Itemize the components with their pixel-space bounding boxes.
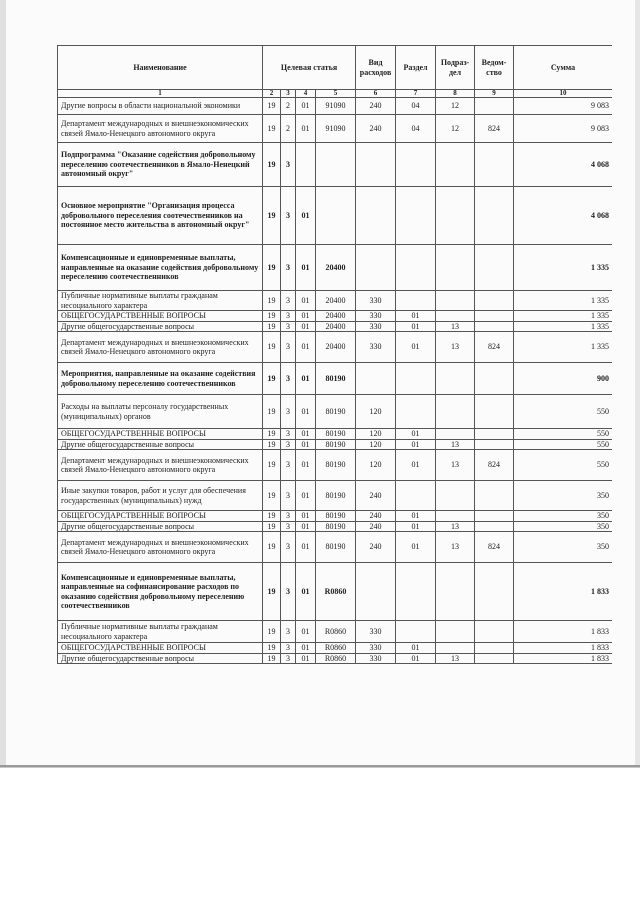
cell-section: 01 xyxy=(396,643,436,654)
cell-target-direction: 80190 xyxy=(316,429,356,440)
cell-target-subprogram: 3 xyxy=(281,363,296,395)
column-number: 8 xyxy=(436,90,475,98)
cell-section xyxy=(396,481,436,511)
cell-target-event: 01 xyxy=(296,621,316,643)
cell-section: 01 xyxy=(396,450,436,481)
cell-target-subprogram: 3 xyxy=(281,532,296,563)
cell-section: 01 xyxy=(396,521,436,532)
cell-section: 01 xyxy=(396,429,436,440)
cell-name: Департамент международных и внешнеэкономических связей Ямало-Ненецкого автономного округа xyxy=(58,532,263,563)
cell-subsection: 13 xyxy=(436,439,475,450)
cell-target-event: 01 xyxy=(296,653,316,664)
cell-name: Другие общегосударственные вопросы xyxy=(58,653,263,664)
cell-sum: 900 xyxy=(514,363,612,395)
cell-target-direction: 80190 xyxy=(316,363,356,395)
header-sum: Сумма xyxy=(514,46,612,90)
cell-target-event: 01 xyxy=(296,521,316,532)
cell-department xyxy=(475,643,514,654)
cell-expense-type: 120 xyxy=(356,450,396,481)
cell-sum: 4 068 xyxy=(514,187,612,245)
cell-subsection: 13 xyxy=(436,321,475,332)
column-number: 3 xyxy=(281,90,296,98)
cell-name: Публичные нормативные выплаты гражданам несоциального характера xyxy=(58,291,263,311)
table-row xyxy=(58,481,613,511)
cell-expense-type: 240 xyxy=(356,521,396,532)
cell-target-event: 01 xyxy=(296,563,316,621)
cell-target-program: 19 xyxy=(263,532,281,563)
cell-section: 01 xyxy=(396,311,436,322)
cell-sum: 550 xyxy=(514,429,612,440)
cell-sum: 1 335 xyxy=(514,311,612,322)
cell-sum: 4 068 xyxy=(514,143,612,187)
cell-sum: 350 xyxy=(514,532,612,563)
cell-target-program: 19 xyxy=(263,395,281,429)
cell-target-event: 01 xyxy=(296,643,316,654)
cell-expense-type: 330 xyxy=(356,311,396,322)
column-number: 1 xyxy=(58,90,263,98)
cell-expense-type xyxy=(356,143,396,187)
cell-target-program: 19 xyxy=(263,653,281,664)
cell-department xyxy=(475,98,514,115)
cell-target-direction: R0860 xyxy=(316,643,356,654)
cell-name: Компенсационные и единовременные выплаты, направленные на оказание содействия добровольному переселению соотечественников xyxy=(58,245,263,291)
table-row xyxy=(58,643,613,654)
cell-target-program: 19 xyxy=(263,563,281,621)
cell-department xyxy=(475,291,514,311)
cell-expense-type xyxy=(356,187,396,245)
header-subsection: Подраз-дел xyxy=(436,46,475,90)
cell-subsection xyxy=(436,363,475,395)
cell-target-event xyxy=(296,143,316,187)
cell-department: 824 xyxy=(475,332,514,363)
table-row xyxy=(58,115,613,143)
cell-target-subprogram: 3 xyxy=(281,395,296,429)
cell-target-direction xyxy=(316,143,356,187)
cell-name: Мероприятия, направленные на оказание содействия добровольному переселению соотечественников xyxy=(58,363,263,395)
cell-name: Подпрограмма "Оказание содействия добровольному переселению соотечественников в Ямало-Ненецкий автономный округ" xyxy=(58,143,263,187)
cell-target-program: 19 xyxy=(263,363,281,395)
cell-target-subprogram: 3 xyxy=(281,481,296,511)
cell-section xyxy=(396,395,436,429)
cell-target-direction: 20400 xyxy=(316,332,356,363)
cell-section xyxy=(396,143,436,187)
cell-target-direction: R0860 xyxy=(316,653,356,664)
cell-section xyxy=(396,621,436,643)
cell-target-direction: 20400 xyxy=(316,245,356,291)
cell-target-program: 19 xyxy=(263,187,281,245)
cell-target-direction: 80190 xyxy=(316,395,356,429)
table-row xyxy=(58,653,613,664)
cell-department xyxy=(475,511,514,522)
cell-target-event: 01 xyxy=(296,511,316,522)
cell-subsection xyxy=(436,143,475,187)
cell-target-direction: 80190 xyxy=(316,521,356,532)
cell-expense-type: 330 xyxy=(356,291,396,311)
cell-subsection xyxy=(436,311,475,322)
table-header-row xyxy=(58,46,613,90)
budget-table-sheet xyxy=(57,45,612,709)
cell-target-subprogram: 2 xyxy=(281,98,296,115)
cell-target-subprogram: 3 xyxy=(281,311,296,322)
cell-section: 01 xyxy=(396,511,436,522)
cell-department xyxy=(475,187,514,245)
cell-target-subprogram: 3 xyxy=(281,511,296,522)
cell-target-direction: 20400 xyxy=(316,311,356,322)
cell-name: ОБЩЕГОСУДАРСТВЕННЫЕ ВОПРОСЫ xyxy=(58,311,263,322)
cell-sum: 550 xyxy=(514,439,612,450)
cell-target-direction: 20400 xyxy=(316,291,356,311)
cell-expense-type: 240 xyxy=(356,481,396,511)
cell-target-program: 19 xyxy=(263,321,281,332)
cell-department xyxy=(475,481,514,511)
cell-expense-type: 240 xyxy=(356,532,396,563)
table-row xyxy=(58,429,613,440)
cell-section xyxy=(396,291,436,311)
cell-section: 01 xyxy=(396,653,436,664)
cell-name: ОБЩЕГОСУДАРСТВЕННЫЕ ВОПРОСЫ xyxy=(58,429,263,440)
column-number: 6 xyxy=(356,90,396,98)
cell-target-event: 01 xyxy=(296,395,316,429)
header-department: Ведом-ство xyxy=(475,46,514,90)
table-row xyxy=(58,98,613,115)
cell-target-program: 19 xyxy=(263,521,281,532)
header-expense-type: Вид расходов xyxy=(356,46,396,90)
cell-section: 01 xyxy=(396,532,436,563)
cell-name: Другие общегосударственные вопросы xyxy=(58,439,263,450)
cell-department xyxy=(475,311,514,322)
cell-sum: 1 335 xyxy=(514,291,612,311)
cell-sum: 350 xyxy=(514,481,612,511)
cell-sum: 550 xyxy=(514,450,612,481)
cell-department xyxy=(475,363,514,395)
cell-department xyxy=(475,621,514,643)
cell-target-subprogram: 3 xyxy=(281,621,296,643)
cell-target-program: 19 xyxy=(263,332,281,363)
cell-section: 04 xyxy=(396,115,436,143)
cell-department: 824 xyxy=(475,450,514,481)
cell-subsection xyxy=(436,511,475,522)
cell-department: 824 xyxy=(475,115,514,143)
cell-target-event: 01 xyxy=(296,98,316,115)
cell-name: Департамент международных и внешнеэкономических связей Ямало-Ненецкого автономного округа xyxy=(58,450,263,481)
table-row xyxy=(58,291,613,311)
cell-department xyxy=(475,429,514,440)
cell-target-event: 01 xyxy=(296,291,316,311)
cell-expense-type xyxy=(356,363,396,395)
cell-section: 01 xyxy=(396,439,436,450)
cell-department xyxy=(475,245,514,291)
cell-target-subprogram: 2 xyxy=(281,115,296,143)
cell-target-subprogram: 3 xyxy=(281,521,296,532)
cell-subsection: 13 xyxy=(436,521,475,532)
cell-target-event: 01 xyxy=(296,311,316,322)
cell-target-direction: 91090 xyxy=(316,115,356,143)
header-target: Целевая статья xyxy=(263,46,356,90)
cell-target-event: 01 xyxy=(296,363,316,395)
cell-sum: 9 083 xyxy=(514,98,612,115)
cell-sum: 1 833 xyxy=(514,643,612,654)
cell-subsection: 13 xyxy=(436,332,475,363)
cell-target-subprogram: 3 xyxy=(281,653,296,664)
cell-target-event: 01 xyxy=(296,429,316,440)
budget-table xyxy=(57,45,612,664)
table-row xyxy=(58,187,613,245)
cell-name: Публичные нормативные выплаты гражданам несоциального характера xyxy=(58,621,263,643)
cell-target-program: 19 xyxy=(263,621,281,643)
table-row xyxy=(58,563,613,621)
cell-expense-type: 330 xyxy=(356,653,396,664)
cell-sum: 350 xyxy=(514,521,612,532)
header-section: Раздел xyxy=(396,46,436,90)
cell-target-direction: 91090 xyxy=(316,98,356,115)
cell-section xyxy=(396,187,436,245)
table-row xyxy=(58,621,613,643)
cell-target-subprogram: 3 xyxy=(281,321,296,332)
cell-target-event: 01 xyxy=(296,115,316,143)
table-row xyxy=(58,395,613,429)
table-row xyxy=(58,450,613,481)
cell-target-event: 01 xyxy=(296,187,316,245)
cell-target-direction: 20400 xyxy=(316,321,356,332)
cell-target-subprogram: 3 xyxy=(281,450,296,481)
cell-department xyxy=(475,439,514,450)
cell-sum: 550 xyxy=(514,395,612,429)
cell-target-program: 19 xyxy=(263,439,281,450)
cell-sum: 1 833 xyxy=(514,621,612,643)
cell-target-event: 01 xyxy=(296,332,316,363)
table-row xyxy=(58,532,613,563)
cell-name: Другие общегосударственные вопросы xyxy=(58,521,263,532)
cell-name: Департамент международных и внешнеэкономических связей Ямало-Ненецкого автономного округа xyxy=(58,115,263,143)
table-row xyxy=(58,521,613,532)
cell-target-direction: R0860 xyxy=(316,563,356,621)
cell-target-event: 01 xyxy=(296,481,316,511)
table-row xyxy=(58,143,613,187)
cell-subsection xyxy=(436,291,475,311)
table-row xyxy=(58,511,613,522)
cell-expense-type: 240 xyxy=(356,98,396,115)
cell-name: Другие общегосударственные вопросы xyxy=(58,321,263,332)
cell-sum: 1 335 xyxy=(514,245,612,291)
cell-expense-type: 120 xyxy=(356,395,396,429)
table-body xyxy=(58,98,613,664)
cell-department xyxy=(475,521,514,532)
cell-expense-type: 330 xyxy=(356,321,396,332)
cell-target-program: 19 xyxy=(263,429,281,440)
cell-name: Основное мероприятие "Организация процесса добровольного переселения соотечественников на постоянное место жительства в автономный округ" xyxy=(58,187,263,245)
cell-target-program: 19 xyxy=(263,643,281,654)
cell-name: Департамент международных и внешнеэкономических связей Ямало-Ненецкого автономного округа xyxy=(58,332,263,363)
cell-subsection xyxy=(436,621,475,643)
cell-name: Расходы на выплаты персоналу государственных (муниципальных) органов xyxy=(58,395,263,429)
cell-target-program: 19 xyxy=(263,311,281,322)
cell-name: Иные закупки товаров, работ и услуг для обеспечения государственных (муниципальных) нужд xyxy=(58,481,263,511)
cell-section xyxy=(396,245,436,291)
cell-section xyxy=(396,363,436,395)
cell-subsection: 13 xyxy=(436,450,475,481)
cell-department xyxy=(475,143,514,187)
cell-target-program: 19 xyxy=(263,245,281,291)
column-number-row xyxy=(58,90,613,98)
table-row xyxy=(58,321,613,332)
cell-subsection: 13 xyxy=(436,653,475,664)
cell-target-event: 01 xyxy=(296,450,316,481)
cell-target-subprogram: 3 xyxy=(281,643,296,654)
table-row xyxy=(58,439,613,450)
cell-sum: 1 335 xyxy=(514,332,612,363)
column-number: 4 xyxy=(296,90,316,98)
cell-target-subprogram: 3 xyxy=(281,291,296,311)
cell-section: 01 xyxy=(396,332,436,363)
cell-expense-type xyxy=(356,245,396,291)
cell-subsection xyxy=(436,187,475,245)
cell-name: ОБЩЕГОСУДАРСТВЕННЫЕ ВОПРОСЫ xyxy=(58,511,263,522)
cell-sum: 1 833 xyxy=(514,563,612,621)
cell-expense-type: 120 xyxy=(356,429,396,440)
cell-sum: 1 335 xyxy=(514,321,612,332)
cell-subsection xyxy=(436,563,475,621)
cell-department xyxy=(475,395,514,429)
cell-expense-type: 330 xyxy=(356,621,396,643)
cell-expense-type: 120 xyxy=(356,439,396,450)
cell-sum: 350 xyxy=(514,511,612,522)
cell-target-program: 19 xyxy=(263,291,281,311)
cell-target-direction: 80190 xyxy=(316,532,356,563)
cell-section: 01 xyxy=(396,321,436,332)
column-number: 5 xyxy=(316,90,356,98)
cell-expense-type xyxy=(356,563,396,621)
cell-target-subprogram: 3 xyxy=(281,245,296,291)
scan-right-edge xyxy=(635,0,640,765)
table-row xyxy=(58,245,613,291)
cell-target-event: 01 xyxy=(296,245,316,291)
cell-target-direction: 80190 xyxy=(316,450,356,481)
cell-target-direction xyxy=(316,187,356,245)
table-row xyxy=(58,332,613,363)
cell-target-event: 01 xyxy=(296,321,316,332)
cell-target-subprogram: 3 xyxy=(281,143,296,187)
cell-subsection xyxy=(436,643,475,654)
cell-subsection xyxy=(436,245,475,291)
cell-expense-type: 240 xyxy=(356,511,396,522)
cell-sum: 1 833 xyxy=(514,653,612,664)
cell-target-event: 01 xyxy=(296,532,316,563)
cell-target-direction: 80190 xyxy=(316,481,356,511)
cell-target-event: 01 xyxy=(296,439,316,450)
cell-sum: 9 083 xyxy=(514,115,612,143)
cell-target-subprogram: 3 xyxy=(281,332,296,363)
cell-department xyxy=(475,563,514,621)
cell-subsection xyxy=(436,429,475,440)
header-name: Наименование xyxy=(58,46,263,90)
cell-expense-type: 330 xyxy=(356,643,396,654)
cell-department xyxy=(475,321,514,332)
cell-expense-type: 240 xyxy=(356,115,396,143)
cell-subsection: 13 xyxy=(436,532,475,563)
table-row xyxy=(58,363,613,395)
cell-subsection: 12 xyxy=(436,98,475,115)
column-number: 7 xyxy=(396,90,436,98)
cell-target-program: 19 xyxy=(263,115,281,143)
cell-expense-type: 330 xyxy=(356,332,396,363)
scan-left-edge xyxy=(0,0,6,765)
cell-subsection: 12 xyxy=(436,115,475,143)
cell-department: 824 xyxy=(475,532,514,563)
cell-subsection xyxy=(436,395,475,429)
cell-subsection xyxy=(436,481,475,511)
cell-section xyxy=(396,563,436,621)
cell-name: ОБЩЕГОСУДАРСТВЕННЫЕ ВОПРОСЫ xyxy=(58,643,263,654)
cell-target-program: 19 xyxy=(263,450,281,481)
cell-target-subprogram: 3 xyxy=(281,429,296,440)
cell-target-direction: 80190 xyxy=(316,439,356,450)
cell-name: Другие вопросы в области национальной экономики xyxy=(58,98,263,115)
column-number: 10 xyxy=(514,90,612,98)
cell-department xyxy=(475,653,514,664)
cell-target-subprogram: 3 xyxy=(281,187,296,245)
cell-target-subprogram: 3 xyxy=(281,439,296,450)
column-number: 9 xyxy=(475,90,514,98)
cell-target-direction: R0860 xyxy=(316,621,356,643)
cell-target-program: 19 xyxy=(263,143,281,187)
cell-section: 04 xyxy=(396,98,436,115)
cell-name: Компенсационные и единовременные выплаты, направленные на софинансирование расходов по оказанию содействия добровольному переселению соотечественников xyxy=(58,563,263,621)
table-row xyxy=(58,311,613,322)
column-number: 2 xyxy=(263,90,281,98)
cell-target-program: 19 xyxy=(263,511,281,522)
cell-target-program: 19 xyxy=(263,481,281,511)
cell-target-program: 19 xyxy=(263,98,281,115)
cell-target-subprogram: 3 xyxy=(281,563,296,621)
cell-target-direction: 80190 xyxy=(316,511,356,522)
